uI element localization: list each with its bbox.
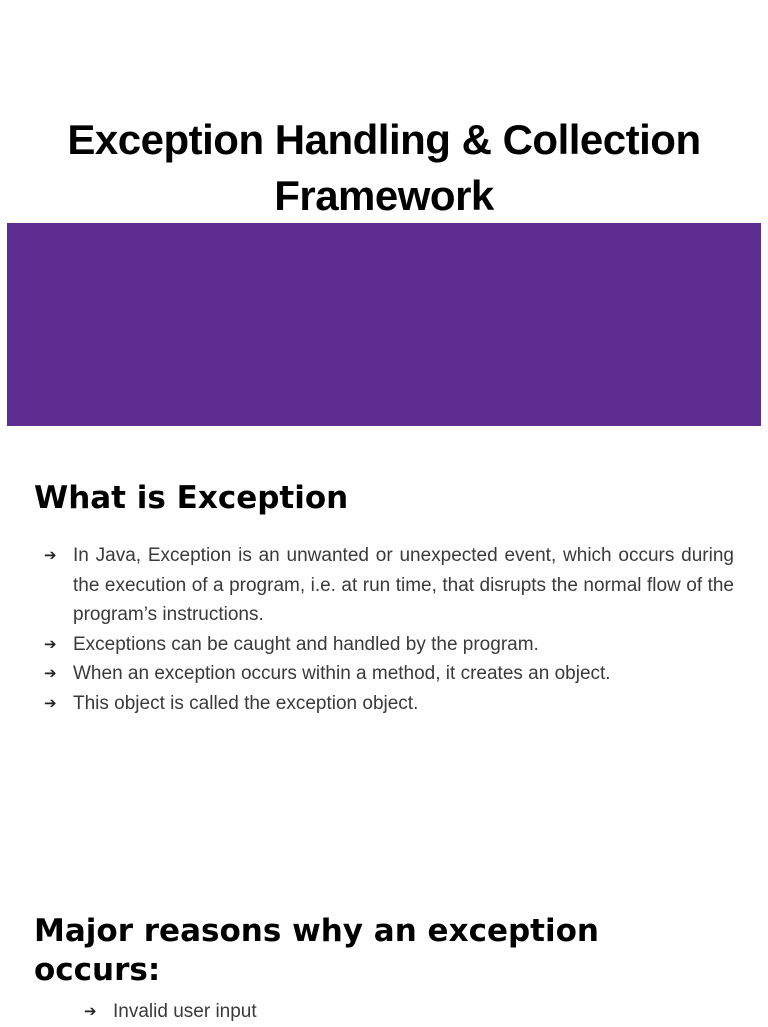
arrow-right-icon: ➔ (44, 546, 57, 564)
bullet-text: In Java, Exception is an unwanted or unexpected event, which occurs during the execution of a program, i.e. at run time, that disrupts the normal flow of the program’s instructions. (73, 545, 734, 625)
arrow-right-icon: ➔ (44, 693, 57, 712)
bullet-list-major-reasons (84, 997, 724, 1027)
bullet-item (44, 659, 734, 689)
arrow-right-icon: ➔ (44, 634, 57, 653)
arrow-right-icon: ➔ (84, 1002, 97, 1020)
bullet-text: When an exception occurs within a method, it creates an object. (73, 663, 611, 684)
bullet-item (44, 541, 734, 630)
slide-title: Exception Handling & Collection Framework (67, 116, 701, 219)
bullet-text: Exceptions can be caught and handled by the program. (73, 633, 539, 655)
bullet-item (44, 689, 734, 719)
section-heading-major-reasons: Major reasons why an exception occurs: (34, 913, 599, 988)
bullet-list-what-is-exception (44, 541, 734, 718)
bullet-text: Invalid user input (113, 1001, 257, 1022)
bullet-item (44, 630, 734, 660)
arrow-right-icon: ➔ (44, 664, 57, 682)
bullet-text: This object is called the exception object. (73, 692, 419, 714)
purple-banner (7, 223, 761, 426)
section-heading-what-is-exception: What is Exception (34, 480, 349, 516)
bullet-item (84, 997, 724, 1027)
